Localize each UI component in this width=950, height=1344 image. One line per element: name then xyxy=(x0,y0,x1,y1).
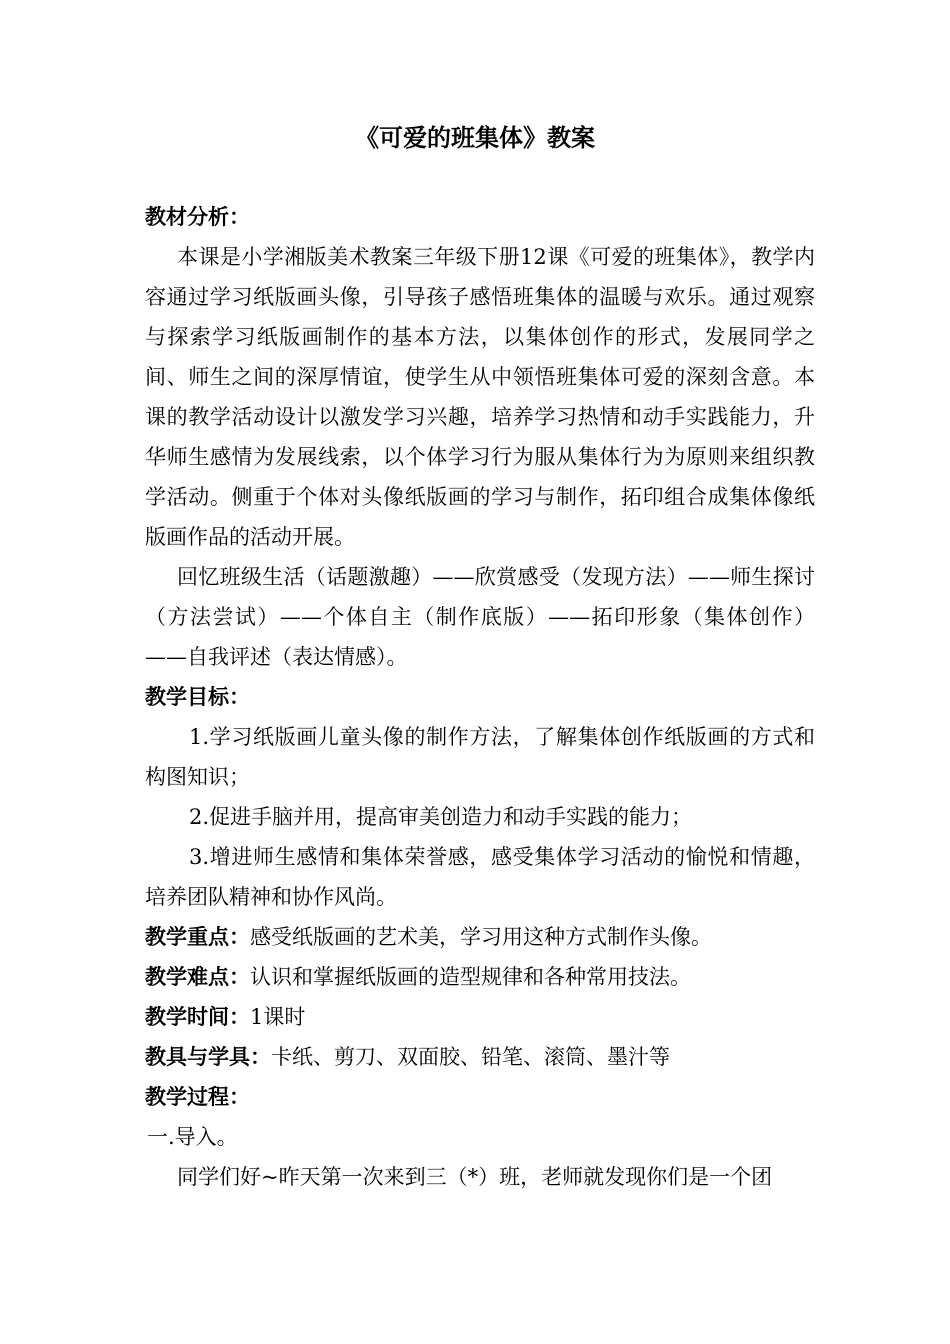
process-step-1-title: 一.导入。 xyxy=(147,1125,238,1149)
section-heading-process: 教学过程： xyxy=(145,1085,250,1109)
goal-item-1: 1.学习纸版画儿童头像的制作方法，了解集体创作纸版画的方式和构图知识； xyxy=(145,725,815,789)
analysis-paragraph-2: 回忆班级生活（话题激趣）——欣赏感受（发现方法）——师生探讨（方法尝试）——个体自主（制作底版）——拓印形象（集体创作）——自我评述（表达情感）。 xyxy=(145,565,815,669)
difficulty-value: 认识和掌握纸版画的造型规律和各种常用技法。 xyxy=(250,965,691,989)
difficulty-label: 教学难点： xyxy=(145,965,250,989)
tools-label: 教具与学具： xyxy=(145,1045,271,1069)
time-label: 教学时间： xyxy=(145,1005,250,1029)
goal-item-2: 2.促进手脑并用，提高审美创造力和动手实践的能力； xyxy=(189,805,693,829)
difficulty-row xyxy=(145,957,815,997)
process-step-1-text: 同学们好~昨天第一次来到三（*）班，老师就发现你们是一个团 xyxy=(177,1165,773,1189)
document-body xyxy=(145,197,815,1197)
section-heading-goals: 教学目标： xyxy=(145,685,250,709)
time-value: 1课时 xyxy=(250,1005,306,1029)
section-heading-analysis: 教材分析： xyxy=(145,205,250,229)
tools-row xyxy=(145,1037,815,1077)
key-point-value: 感受纸版画的艺术美，学习用这种方式制作头像。 xyxy=(250,925,712,949)
document-title: 《可爱的班集体》教案 xyxy=(355,124,595,152)
key-point-label: 教学重点： xyxy=(145,925,250,949)
key-point-row xyxy=(145,917,815,957)
goal-item-3: 3.增进师生感情和集体荣誉感，感受集体学习活动的愉悦和情趣，培养团队精神和协作风尚。 xyxy=(145,845,815,909)
tools-value: 卡纸、剪刀、双面胶、铅笔、滚筒、墨汁等 xyxy=(271,1045,670,1069)
time-row xyxy=(145,997,815,1037)
analysis-paragraph-1: 本课是小学湘版美术教案三年级下册12课《可爱的班集体》，教学内容通过学习纸版画头像，引导孩子感悟班集体的温暖与欢乐。通过观察与探索学习纸版画制作的基本方法，以集体创作的形式，发展同学之间、师生之间的深厚情谊，使学生从中领悟班集体可爱的深刻含意。本课的教学活动设计以激发学习兴趣，培养学习热情和动手实践能力，升华师生感情为发展线索，以个体学习行为服从集体行为为原则来组织教学活动。侧重于个体对头像纸版画的学习与制作，拓印组合成集体像纸版画作品的活动开展。 xyxy=(145,245,815,549)
